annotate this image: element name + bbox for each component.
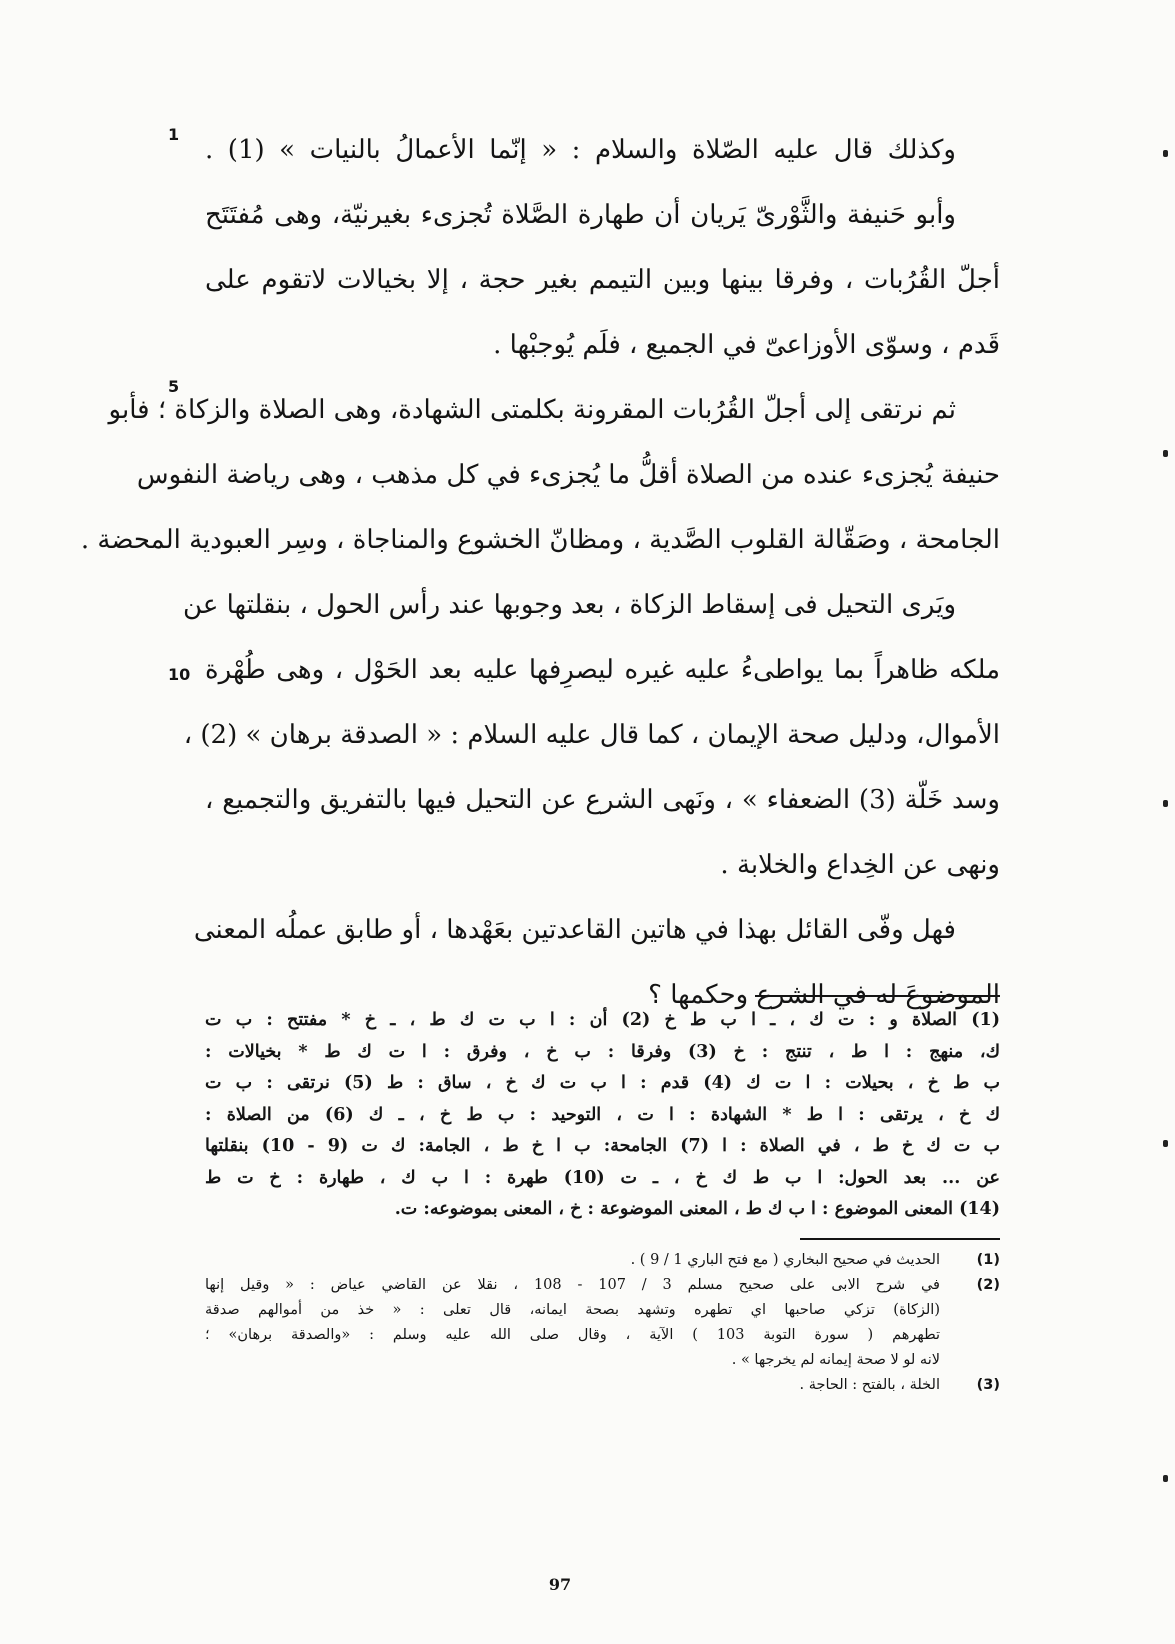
footnote-number: (3) (976, 1377, 1000, 1393)
scan-mark (1163, 800, 1168, 807)
text-line: قَدم ، وسوّى الأوزاعىّ في الجميع ، فلَم يُوجبْها . (493, 330, 1000, 360)
footnote-line: (الزكاة) تزكي صاحبها اي تطهره وتشهد بصحة ايمانه، قال تعلى : « خذ من أموالهم صدقة (205, 1302, 940, 1318)
variant-line: (1) الصلاة و : ت ك ، ـ ا ب ط خ (2) أن : ا ب ت ك ط ، ـ خ * مفتتح : ب ت (205, 1010, 1000, 1030)
footnote (205, 1273, 1000, 1373)
line-number-5: 5 (168, 377, 180, 396)
footnote-number: (1) (976, 1252, 1000, 1268)
text-line: الموضوعَ له في الشرع وحكمها ؟ (648, 980, 1000, 1010)
scan-mark (1163, 1140, 1168, 1147)
text-line: وسد خَلّة (3) الضعفاء » ، ونَهى الشرع عن التحيل فيها بالتفريق والتجميع ، (205, 785, 1000, 815)
line-number-10: 10 (168, 665, 191, 684)
variant-line: عن ... بعد الحول: ا ب ط ك خ ، ـ ت (10) طهرة : ا ب ك ، طهارة : خ ت ط (205, 1167, 1000, 1188)
footnote-rule (800, 1238, 1000, 1240)
variant-line: ك خ ، يرتقى : ا ط * الشهادة : ا ت ، التوحيد : ب ط خ ، ـ ك (6) من الصلاة : (205, 1104, 1000, 1125)
text-line: وأبو حَنيفة والثَّوْرىّ يَريان أن طهارة الصَّلاة تُجزىء بغيرنيّة، وهى مُفتَتَح (205, 200, 956, 230)
text-line: ويَرى التحيل فى إسقاط الزكاة ، بعد وجوبها عند رأس الحول ، بنقلتها عن (183, 590, 956, 620)
scan-mark (1163, 150, 1168, 157)
footnote (205, 1248, 1000, 1273)
variant-line: (14) المعنى الموضوع : ا ب ك ط ، المعنى الموضوعة : خ ، المعنى بموضوعه: ت. (394, 1199, 1000, 1219)
apparatus-rule (755, 995, 1000, 997)
footnotes (205, 1248, 1000, 1398)
variant-line: ب ت ك خ ط ، في الصلاة : ا (7) الجامحة: ب ا خ ط ، الجامة: ك ت (9 - 10) بنقلتها (205, 1136, 1000, 1156)
footnote-line: تطهرهم ( سورة التوبة 103 ) الآية ، وقال صلى الله عليه وسلم : «والصدقة برهان» ؛ (205, 1327, 941, 1343)
variant-line: ك، منهج : ا ط ، تنتج : خ (3) وفرقا : ب خ ، وفرق : ا ت ك ط * بخيالات : (205, 1041, 1000, 1062)
text-line: ونهى عن الخِداع والخلابة . (720, 850, 1000, 880)
text-line: فهل وفّى القائل بهذا في هاتين القاعدتين بعَهْدها ، أو طابق عملُه المعنى (193, 915, 956, 945)
footnote-number: (2) (976, 1277, 1000, 1293)
text-line: وكذلك قال عليه الصّلاة والسلام : « إنّما الأعمالُ بالنيات » (1) . (205, 135, 956, 165)
footnote-line: لانه لو لا صحة إيمانه لم يخرجها » . (731, 1352, 940, 1368)
page-number: 97 (548, 1575, 572, 1594)
footnote-line: الخلة ، بالفتح : الحاجة . (799, 1377, 940, 1393)
footnote-line: في شرح الابى على صحيح مسلم 3 / 107 - 108 ، نقلا عن القاضي عياض : « وقيل إنها (205, 1277, 940, 1293)
footnote (205, 1373, 1000, 1398)
variant-line: ب ط خ ، بحيلات : ا ت ك (4) قدم : ا ب ت ك خ ، ساق : ط (5) نرتقى : ب ت (205, 1073, 1000, 1093)
text-line: الأموال، ودليل صحة الإيمان ، كما قال عليه السلام : « الصدقة برهان » (2) ، (183, 720, 1000, 750)
text-line: ملكه ظاهراً بما يواطىءُ عليه غيره ليصرِفها عليه بعد الحَوْل ، وهى طُهْرة (205, 655, 1000, 685)
text-line: الجامحة ، وصَقّالة القلوب الصَّدية ، ومظانّ الخشوع والمناجاة ، وسِر العبودية المحضة . (80, 525, 1000, 555)
variant-readings (205, 1005, 1000, 1226)
footnote-line: الحديث في صحيح البخاري ( مع فتح الباري 1 / 9 ) . (630, 1252, 940, 1268)
text-line: أجلّ القُرُبات ، وفرقا بينها وبين التيمم بغير حجة ، إلا بخيالات لاتقوم على (205, 265, 1000, 295)
line-number-1: 1 (168, 125, 180, 144)
text-line: ثم نرتقى إلى أجلّ القُرُبات المقرونة بكلمتى الشهادة، وهى الصلاة والزكاة ؛ فأبو (108, 395, 956, 425)
text-line: حنيفة يُجزىء عنده من الصلاة أقلُّ ما يُجزىء في كل مذهب ، وهى رياضة النفوس (136, 460, 1000, 490)
scan-mark (1163, 1475, 1168, 1482)
scan-mark (1163, 450, 1168, 457)
